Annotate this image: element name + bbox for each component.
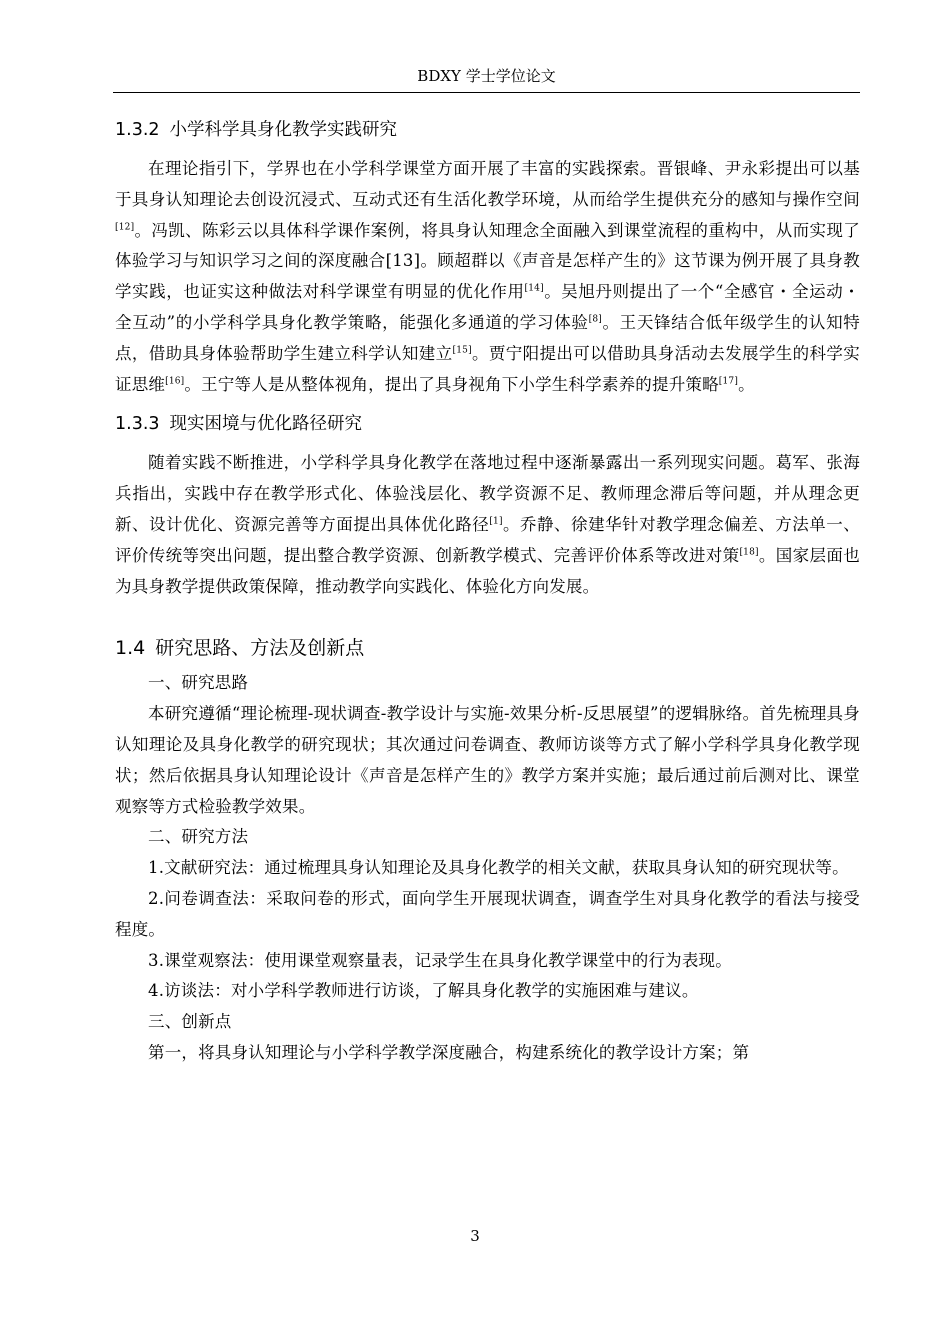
method-questionnaire: 2.问卷调查法：采取问卷的形式，面向学生开展现状调查，调查学生对具身化教学的看法与接受程度。 <box>115 888 860 939</box>
citation: [15] <box>452 345 472 356</box>
paragraph-innovation-first: 第一，将具身认知理论与小学科学教学深度融合，构建系统化的教学设计方案；第 <box>148 1042 750 1062</box>
paragraph-research-approach: 本研究遵循“理论梳理-现状调查-教学设计与实施-效果分析-反思展望”的逻辑脉络。首先梳理具身认知理论及具身化教学的研究现状；其次通过问卷调查、教师访谈等方式了解小学科学具身化教学现状；然后依据具身认知理论设计《声音是怎样产生的》教学方案并实施；最后通过前后测对比、课堂观察等方式检验教学效果。 <box>115 704 860 816</box>
citation: [14] <box>524 283 544 294</box>
subheading-innovations: 三、创新点 <box>148 1012 232 1032</box>
text-run: 随着实践不断推进，小学科学具身化教学在落地过程中逐渐暴露出一系列现实问题。葛军、张海兵指出，实践中存在教学形式化、体验浅层化、教学资源不足、教师理念滞后等问题，并从理念更新、设计优化、资源完善等方面提出具体优化路径 <box>115 453 860 534</box>
subheading-research-methods: 二、研究方法 <box>148 827 249 847</box>
text-run: 。 <box>738 374 755 394</box>
citation: [18] <box>739 547 759 558</box>
section-heading-1-3-3 <box>115 408 860 440</box>
header-rule <box>113 92 860 93</box>
text-run: 。王天锋结合低年级学生的认知特点，借助具身体验帮助学生建立科学认知建立 <box>115 312 861 363</box>
section-number: 1.3.2 <box>115 120 160 140</box>
page-body <box>115 114 860 1069</box>
section-number: 1.3.3 <box>115 414 160 435</box>
section-number: 1.4 <box>115 637 146 660</box>
page-number: 3 <box>470 1227 480 1245</box>
section-title: 研究思路、方法及创新点 <box>155 637 365 660</box>
text-run: 。贾宁阳提出可以借助具身活动去发展学生的科学实证思维 <box>115 343 860 394</box>
running-header: BDXY 学士学位论文 <box>417 67 556 85</box>
method-literature-research: 1.文献研究法：通过梳理具身认知理论及具身化教学的相关文献，获取具身认知的研究现状等。 <box>148 858 849 878</box>
text-run: 在理论指引下，学界也在小学科学课堂方面开展了丰富的实践探索。晋银峰、尹永彩提出可以基于具身认知理论去创设沉浸式、互动式还有生活化教学环境，从而给学生提供充分的感知与操作空间 <box>115 159 860 209</box>
text-run: 。吴旭丹则提出了一个“全感官・全运动・全互动”的小学科学具身化教学策略，能强化多通道的学习体验 <box>115 282 860 332</box>
text-run: 。王宁等人是从整体视角，提出了具身视角下小学生科学素养的提升策略 <box>184 374 719 394</box>
method-interview: 4.访谈法：对小学科学教师进行访谈，了解具身化教学的实施困难与建议。 <box>148 981 699 1001</box>
citation: [17] <box>718 376 739 387</box>
paragraph-difficulties <box>115 448 860 602</box>
text-run: 。乔静、徐建华针对教学理念偏差、方法单一、评价传统等突出问题，提出整合教学资源、创新教学模式、完善评价体系等改进对策 <box>115 514 860 565</box>
section-heading-1-3-2 <box>115 114 860 146</box>
section-title: 现实困境与优化路径研究 <box>169 414 363 435</box>
citation: [8] <box>588 314 602 325</box>
section-title: 小学科学具身化教学实践研究 <box>169 120 398 140</box>
subheading-research-approach: 一、研究思路 <box>148 673 249 693</box>
section-heading-1-4 <box>115 632 860 664</box>
text-run: 。国家层面也为具身教学提供政策保障，推动教学向实践化、体验化方向发展。 <box>115 545 860 596</box>
text-run: 。冯凯、陈彩云以具体科学课作案例，将具身认知理念全面融入到课堂流程的重构中，从而实现了体验学习与知识学习之间的深度融合[13]。顾超群以《声音是怎样产生的》这节课为例开展了具身教学实践，也证实这种做法对科学课堂有明显的优化作用 <box>115 220 860 302</box>
method-classroom-observation: 3.课堂观察法：使用课堂观察量表，记录学生在具身化教学课堂中的行为表现。 <box>148 950 732 970</box>
paragraph-practice-research <box>115 154 860 400</box>
citation: [12] <box>115 222 135 233</box>
citation: [16] <box>165 376 185 387</box>
citation: [1] <box>489 516 503 527</box>
